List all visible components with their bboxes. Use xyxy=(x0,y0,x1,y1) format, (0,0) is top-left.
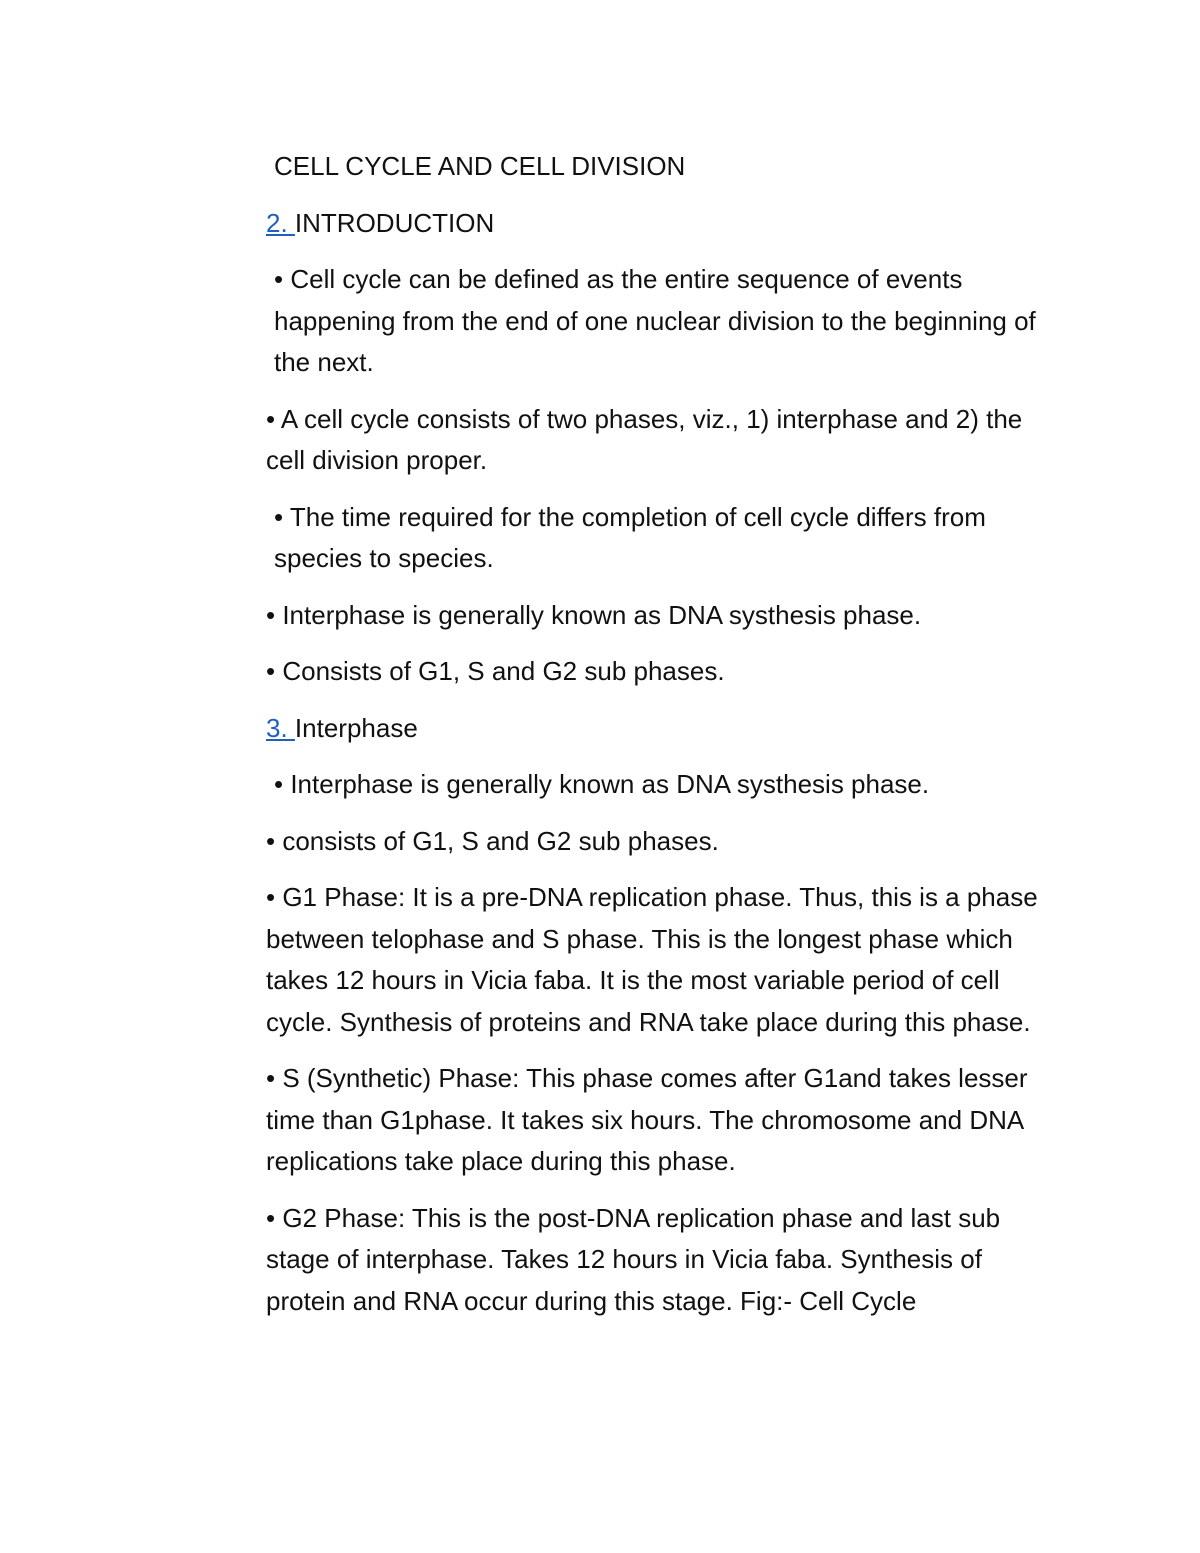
bullet-paragraph: • G1 Phase: It is a pre-DNA replication phase. Thus, this is a phase between telophase and S phase. This is the longest phase which takes 12 hours in Vicia faba. It is the most variable period of cell cycle. Synthesis of proteins and RNA take place during this phase. xyxy=(266,882,1038,1037)
bullet-paragraph: • G2 Phase: This is the post-DNA replication phase and last sub stage of interphase. Takes 12 hours in Vicia faba. Synthesis of protein and RNA occur during this stage. Fig:- Cell Cycle xyxy=(266,1202,1001,1316)
document-body xyxy=(266,146,1066,1337)
bullet-paragraph: • Cell cycle can be defined as the entire sequence of events happening from the end of one nuclear division to the beginning of the next. xyxy=(274,264,1036,377)
section-heading-text: Interphase xyxy=(294,712,418,743)
section-heading-text: INTRODUCTION xyxy=(294,207,495,238)
document-title: CELL CYCLE AND CELL DIVISION xyxy=(274,151,686,181)
bullet-paragraph: • The time required for the completion of cell cycle differs from species to species. xyxy=(274,501,986,573)
section-heading-interphase xyxy=(266,708,1066,750)
bullet-paragraph: • A cell cycle consists of two phases, viz., 1) interphase and 2) the cell division proper. xyxy=(266,403,1023,475)
bullet-paragraph: • consists of G1, S and G2 sub phases. xyxy=(266,825,719,856)
section-heading-introduction xyxy=(266,203,1066,245)
section-number-link[interactable]: 3. xyxy=(266,712,295,743)
bullet-paragraph: • Interphase is generally known as DNA systhesis phase. xyxy=(274,769,930,799)
bullet-paragraph: • S (Synthetic) Phase: This phase comes after G1and takes lesser time than G1phase. It takes six hours. The chromosome and DNA replications take place during this phase. xyxy=(266,1063,1028,1176)
bullet-paragraph: • Interphase is generally known as DNA systhesis phase. xyxy=(266,599,922,630)
bullet-paragraph: • Consists of G1, S and G2 sub phases. xyxy=(266,656,725,686)
section-number-link[interactable]: 2. xyxy=(266,207,295,238)
